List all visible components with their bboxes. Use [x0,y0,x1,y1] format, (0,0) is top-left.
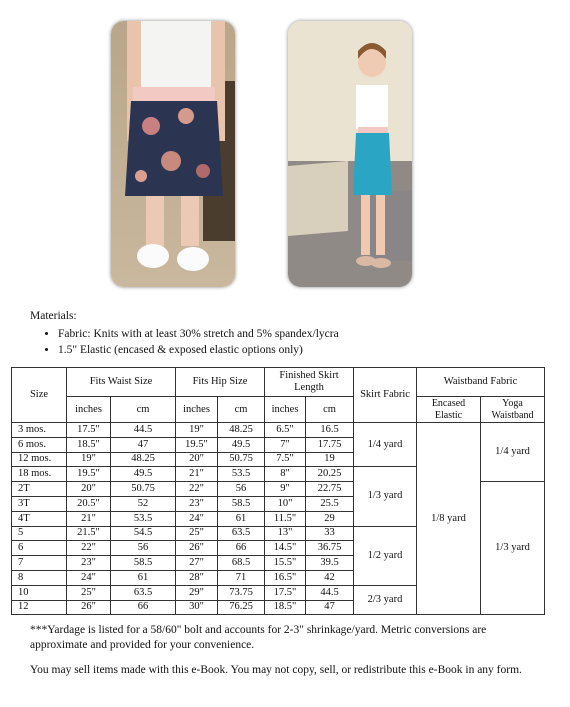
table-cell: 29" [176,585,218,600]
size-cell: 3 mos. [12,423,67,438]
table-cell: 47 [306,600,354,615]
table-cell: 15.5" [265,556,306,571]
table-cell: 56 [218,482,265,497]
table-cell: 53.5 [111,511,176,526]
table-cell: 58.5 [111,556,176,571]
skirt-fabric-cell: 1/4 yard [354,423,417,467]
table-cell: 20.25 [306,467,354,482]
table-cell: 19" [67,452,111,467]
table-cell: 29 [306,511,354,526]
table-cell: 54.5 [111,526,176,541]
table-cell: 18.5" [67,437,111,452]
table-cell: 76.25 [218,600,265,615]
table-cell: 44.5 [111,423,176,438]
table-cell: 21" [176,467,218,482]
header-waist-inches: inches [67,397,111,423]
table-cell: 17.75 [306,437,354,452]
table-cell: 66 [218,541,265,556]
size-cell: 7 [12,556,67,571]
size-cell: 12 [12,600,67,615]
table-cell: 19 [306,452,354,467]
table-cell: 7.5" [265,452,306,467]
table-cell: 19" [176,423,218,438]
header-waist: Fits Waist Size [67,368,176,397]
table-cell: 33 [306,526,354,541]
table-cell: 58.5 [218,496,265,511]
table-cell: 63.5 [218,526,265,541]
header-waistband-fabric: Waistband Fabric [417,368,545,397]
table-cell: 52 [111,496,176,511]
photo-floral-skirt [110,20,236,288]
table-cell: 23" [176,496,218,511]
materials-item-elastic: • 1.5" Elastic (encased & exposed elastic options only) [58,342,339,358]
table-cell: 49.5 [111,467,176,482]
table-cell: 22.75 [306,482,354,497]
table-cell: 39.5 [306,556,354,571]
table-cell: 21" [67,511,111,526]
table-cell: 18.5" [265,600,306,615]
size-chart-table [11,367,545,615]
table-cell: 61 [218,511,265,526]
table-cell: 56 [111,541,176,556]
table-cell: 17.5" [67,423,111,438]
table-cell: 22" [67,541,111,556]
table-cell: 50.75 [218,452,265,467]
table-cell: 25" [176,526,218,541]
size-cell: 12 mos. [12,452,67,467]
table-cell: 66 [111,600,176,615]
table-cell: 27" [176,556,218,571]
table-cell: 73.75 [218,585,265,600]
header-waist-cm: cm [111,397,176,423]
table-cell: 49.5 [218,437,265,452]
skirt-fabric-cell: 1/3 yard [354,467,417,526]
table-cell: 30" [176,600,218,615]
table-cell: 24" [176,511,218,526]
materials-list [30,326,339,358]
table-cell: 50.75 [111,482,176,497]
size-cell: 6 [12,541,67,556]
table-cell: 8" [265,467,306,482]
table-cell: 21.5" [67,526,111,541]
header-length: Finished Skirt Length [265,368,354,397]
size-cell: 8 [12,570,67,585]
materials-item-fabric: • Fabric: Knits with at least 30% stretch and 5% spandex/lycra [58,326,339,342]
header-length-cm: cm [306,397,354,423]
table-cell: 25" [67,585,111,600]
header-yoga: Yoga Waistband [481,397,545,423]
table-cell: 47 [111,437,176,452]
table-cell: 24" [67,570,111,585]
table-cell: 36.75 [306,541,354,556]
header-encased: Encased Elastic [417,397,481,423]
size-chart-body [12,368,545,615]
size-cell: 10 [12,585,67,600]
table-cell: 63.5 [111,585,176,600]
materials-heading: Materials: [30,310,77,322]
table-cell: 26" [67,600,111,615]
table-cell: 42 [306,570,354,585]
license-note: You may sell items made with this e-Book. You may not copy, sell, or redistribute this e-Book in any form. [30,664,522,676]
table-cell: 20" [67,482,111,497]
table-cell: 7" [265,437,306,452]
table-cell: 14.5" [265,541,306,556]
size-cell: 5 [12,526,67,541]
table-cell: 9" [265,482,306,497]
yoga-waistband-cell: 1/3 yard [481,482,545,615]
size-cell: 4T [12,511,67,526]
header-skirt-fabric: Skirt Fabric [354,368,417,423]
table-cell: 13" [265,526,306,541]
table-cell: 16.5 [306,423,354,438]
table-cell: 71 [218,570,265,585]
materials-section [30,308,339,358]
size-cell: 18 mos. [12,467,67,482]
table-cell: 17.5" [265,585,306,600]
table-cell: 16.5" [265,570,306,585]
table-row [12,423,545,438]
yardage-note: ***Yardage is listed for a 58/60" bolt and accounts for 2-3" shrinkage/yard. Metric conversions are approximate and provided for your convenience. [30,624,487,651]
table-cell: 53.5 [218,467,265,482]
table-cell: 26" [176,541,218,556]
header-hip-cm: cm [218,397,265,423]
table-cell: 20.5" [67,496,111,511]
size-cell: 6 mos. [12,437,67,452]
table-cell: 19.5" [67,467,111,482]
table-cell: 25.5 [306,496,354,511]
table-cell: 23" [67,556,111,571]
size-cell: 3T [12,496,67,511]
table-cell: 44.5 [306,585,354,600]
skirt-fabric-cell: 2/3 yard [354,585,417,615]
table-cell: 6.5" [265,423,306,438]
size-cell: 2T [12,482,67,497]
yoga-waistband-cell: 1/4 yard [481,423,545,482]
header-hip-inches: inches [176,397,218,423]
header-length-inches: inches [265,397,306,423]
table-cell: 20" [176,452,218,467]
table-cell: 28" [176,570,218,585]
table-cell: 19.5" [176,437,218,452]
table-cell: 61 [111,570,176,585]
header-hip: Fits Hip Size [176,368,265,397]
skirt-fabric-cell: 1/2 yard [354,526,417,585]
table-cell: 68.5 [218,556,265,571]
encased-elastic-cell: 1/8 yard [417,423,481,615]
table-cell: 48.25 [111,452,176,467]
table-cell: 11.5" [265,511,306,526]
photo-teal-skirt [287,20,413,288]
table-cell: 22" [176,482,218,497]
table-cell: 10" [265,496,306,511]
header-size: Size [12,368,67,423]
table-cell: 48.25 [218,423,265,438]
